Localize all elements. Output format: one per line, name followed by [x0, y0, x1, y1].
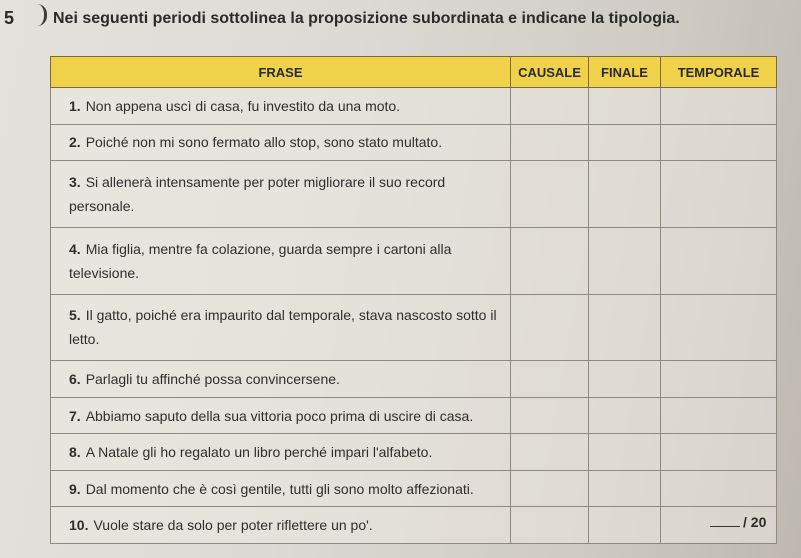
sentence-number: 5. — [69, 307, 81, 324]
causale-answer-cell[interactable] — [511, 124, 589, 161]
sentence-text: Poiché non mi sono fermato allo stop, sono stato multato. — [85, 134, 443, 151]
finale-answer-cell[interactable] — [589, 434, 661, 471]
table-row — [51, 227, 777, 294]
finale-answer-cell[interactable] — [589, 227, 661, 294]
finale-answer-cell[interactable] — [589, 124, 661, 161]
sentence-number: 7. — [69, 407, 81, 424]
sentence-text: Il gatto, poiché era impaurito dal temporale, stava nascosto sotto il letto. — [69, 307, 497, 348]
finale-answer-cell[interactable] — [589, 294, 661, 361]
sentence-number: 2. — [69, 134, 81, 151]
temporale-answer-cell[interactable] — [661, 361, 777, 398]
table-row — [51, 507, 777, 544]
sentence-cell — [51, 361, 511, 398]
causale-answer-cell[interactable] — [511, 227, 589, 294]
temporale-answer-cell[interactable] — [661, 227, 777, 294]
sentence-text: A Natale gli ho regalato un libro perché impari l'alfabeto. — [85, 444, 433, 461]
sentence-number: 3. — [69, 173, 81, 190]
header-causale: CAUSALE — [511, 57, 589, 88]
temporale-answer-cell[interactable] — [661, 434, 777, 471]
sentence-text: Vuole stare da solo per poter riflettere un po'. — [93, 517, 373, 534]
score-blank-line[interactable] — [710, 526, 740, 527]
causale-answer-cell[interactable] — [511, 161, 589, 228]
score-total: / 20 — [743, 514, 767, 530]
finale-answer-cell[interactable] — [589, 161, 661, 228]
table-row — [51, 470, 777, 507]
sentence-cell — [51, 227, 511, 294]
sentence-text: Abbiamo saputo della sua vittoria poco prima di uscire di casa. — [85, 407, 474, 424]
header-finale: FINALE — [589, 57, 661, 88]
causale-answer-cell[interactable] — [511, 434, 589, 471]
table-row — [51, 397, 777, 434]
finale-answer-cell[interactable] — [589, 88, 661, 125]
sentence-cell — [51, 397, 511, 434]
temporale-answer-cell[interactable] — [661, 88, 777, 125]
header-frase: FRASE — [51, 57, 511, 88]
finale-answer-cell[interactable] — [589, 507, 661, 544]
causale-answer-cell[interactable] — [511, 397, 589, 434]
table-row — [51, 161, 777, 228]
sentence-text: Non appena uscì di casa, fu investito da una moto. — [85, 97, 401, 114]
causale-answer-cell[interactable] — [511, 361, 589, 398]
sentence-cell — [51, 88, 511, 125]
finale-answer-cell[interactable] — [589, 470, 661, 507]
table-row — [51, 294, 777, 361]
temporale-answer-cell[interactable] — [661, 294, 777, 361]
table-row — [51, 88, 777, 125]
finale-answer-cell[interactable] — [589, 361, 661, 398]
sentence-number: 8. — [69, 444, 81, 461]
sentence-text: Parlagli tu affinché possa convincersene. — [85, 371, 340, 388]
temporale-answer-cell[interactable] — [661, 161, 777, 228]
temporale-answer-cell[interactable] — [661, 470, 777, 507]
finale-answer-cell[interactable] — [589, 397, 661, 434]
table-row — [51, 361, 777, 398]
exercise-number-bracket — [30, 4, 47, 26]
exercise-number: 5 — [4, 8, 15, 28]
exercise-instruction: Nei seguenti periodi sottolinea la proposizione subordinata e indicane la tipologia. — [53, 10, 680, 27]
causale-answer-cell[interactable] — [511, 294, 589, 361]
sentence-number: 9. — [69, 480, 81, 497]
temporale-answer-cell[interactable] — [661, 397, 777, 434]
sentence-cell — [51, 161, 511, 228]
sentence-cell — [51, 434, 511, 471]
sentence-number: 1. — [69, 97, 81, 114]
table-header-row — [51, 57, 777, 88]
header-temporale: TEMPORALE — [661, 57, 777, 88]
causale-answer-cell[interactable] — [511, 88, 589, 125]
sentence-number: 10. — [69, 517, 89, 534]
sentence-cell — [51, 470, 511, 507]
sentence-text: Si allenerà intensamente per poter migliorare il suo record personale. — [69, 173, 446, 214]
sentence-number: 6. — [69, 371, 81, 388]
classification-table — [50, 56, 776, 544]
sentence-number: 4. — [69, 240, 81, 257]
sentence-cell — [51, 124, 511, 161]
score-box — [710, 514, 766, 530]
causale-answer-cell[interactable] — [511, 470, 589, 507]
causale-answer-cell[interactable] — [511, 507, 589, 544]
table-row — [51, 434, 777, 471]
table-row — [51, 124, 777, 161]
sentence-cell — [51, 507, 511, 544]
sentence-cell — [51, 294, 511, 361]
temporale-answer-cell[interactable] — [661, 124, 777, 161]
sentence-text: Mia figlia, mentre fa colazione, guarda sempre i cartoni alla televisione. — [69, 240, 452, 281]
sentence-text: Dal momento che è così gentile, tutti gli sono molto affezionati. — [85, 480, 474, 497]
